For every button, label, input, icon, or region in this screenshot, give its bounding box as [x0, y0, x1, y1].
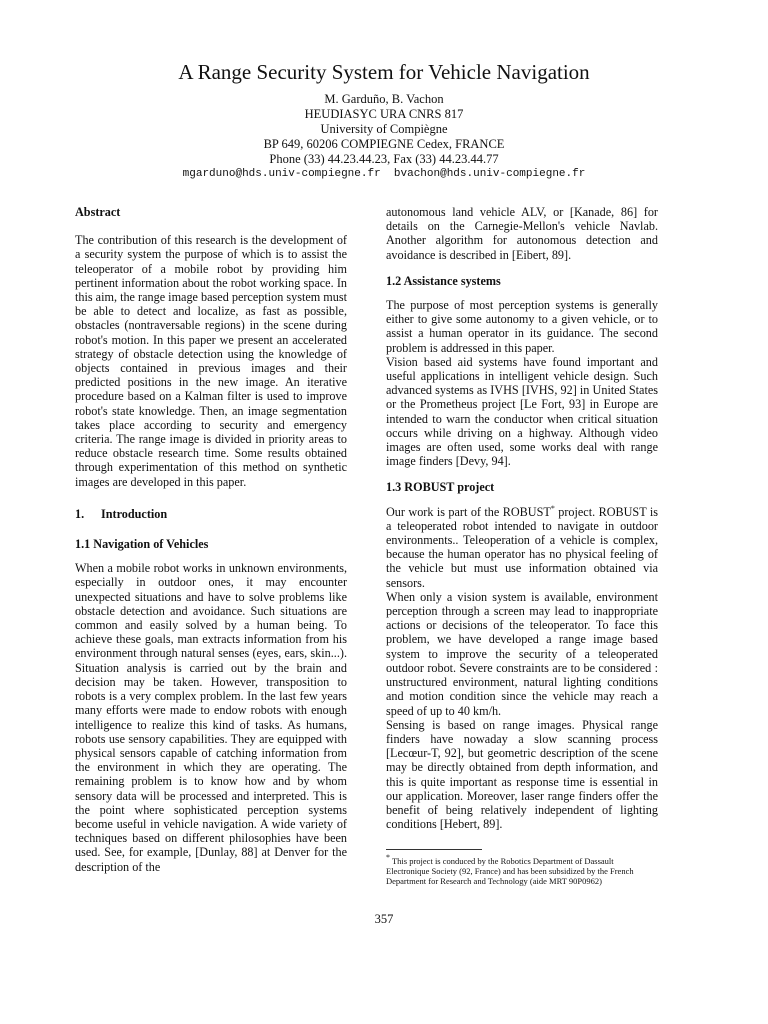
- footnote: [386, 853, 658, 887]
- authors: M. Garduño, B. Vachon: [324, 92, 444, 106]
- body-paragraph: When only a vision system is available, environment perception through a screen may lead to inappropriate actions or decisions of the teleoperator. To face this problem, we have developed a range image based system to improve the security of a teleoperated outdoor robot. Severe constraints are to be considered : unstructured environment, natural lighting conditions and motion condition since the vehicle may reach a speed of up to 40 km/h.: [386, 589, 658, 718]
- affiliation-line: BP 649, 60206 COMPIEGNE Cedex, FRANCE: [263, 137, 505, 151]
- subsection-heading-navigation: 1.1 Navigation of Vehicles: [75, 537, 209, 552]
- left-column: [75, 205, 347, 874]
- paper-header: [0, 58, 768, 182]
- subsection-heading-robust: 1.3 ROBUST project: [386, 480, 495, 495]
- abstract-text: The contribution of this research is the development of a security system the purpose of which is to assist the teleoperator of a mobile robot by providing him pertinent information about the robot working space. In this aim, the range image based perception system must be able to detect and localize, as fast as possible, obstacles (nontraversable regions) in the scene during robot's motion. In this paper we present an accelerated strategy of obstacle detection using the knowledge of objects contained in previous images and their predicted positions in the new image. An iterative procedure based on a Kalman filter is used to improve robot's state knowledge. Then, an image segmentation takes place according to security and emergency criteria. The range image is divided in priority areas to reduce obstacle research time. Some results obtained through experimentation of this method on synthetic images are developed in this paper.: [75, 233, 347, 489]
- section-number: 1.: [75, 506, 85, 521]
- subsection-heading-assistance: 1.2 Assistance systems: [386, 273, 501, 288]
- body-paragraph-continuation: autonomous land vehicle ALV, or [Kanade, 86] for details on the Carnegie-Mellon's vehicle Navlab. Another algorithm for autonomous detection and avoidance is described in [Eibert, 89].: [386, 205, 658, 262]
- right-column: [386, 205, 658, 886]
- abstract-heading: Abstract: [75, 205, 121, 219]
- body-paragraph: The purpose of most perception systems is generally either to give some autonomy to a given vehicle, or to assist a human operator in its guidance. The second problem is addressed in this paper.: [386, 298, 658, 355]
- author-emails: mgarduno@hds.univ-compiegne.fr bvachon@hds.univ-compiegne.fr: [182, 168, 586, 180]
- section-title: Introduction: [101, 506, 168, 521]
- body-paragraph: Sensing is based on range images. Physical range finders have nowaday a slow scanning process [Lecœur-T, 92], but geometric description of the scene may be directly obtained from depth information, and this is quite important as response time is essential in our application. Moreover, laser range finders offer the benefit of being relatively independent of lighting conditions [Hebert, 89].: [386, 717, 658, 832]
- paper-title: A Range Security System for Vehicle Navigation: [178, 60, 590, 84]
- footnote-mark: *: [550, 503, 555, 513]
- text-run: Our work is part of the ROBUST: [386, 504, 551, 519]
- body-paragraph: [386, 505, 658, 590]
- text-run: project. ROBUST is a teleoperated robot intended to navigate in outdoor environments.. Teleoperation of a vehicle is complex, because the human operator has no physical feeling of the vehicle but must use information obtained via sensors.: [386, 504, 658, 590]
- footnote-mark: *: [386, 853, 390, 863]
- footnote-text: This project is conduced by the Robotics Department of Dassault Electronique Society (92, France) and has been subsidized by the French Department for Research and Technology (aide MRT 90P0962): [386, 856, 634, 887]
- footnote-divider: [386, 849, 482, 850]
- affiliation-line: HEUDIASYC URA CNRS 817: [304, 107, 464, 121]
- affiliation-line: Phone (33) 44.23.44.23, Fax (33) 44.23.44.77: [269, 152, 499, 166]
- page-number: 357: [374, 912, 394, 926]
- body-paragraph: Vision based aid systems have found important and useful applications in intelligent vehicle design. Such advanced systems as IVHS [IVHS, 92] in United States or the Prometheus project [Le Fort, 93] in Europe are intended to warn the conductor when critical situation occurs while driving on a highway. Although video images are often used, some works deal with range image finders [Devy, 94].: [386, 354, 658, 469]
- section-heading-introduction: [75, 507, 347, 521]
- affiliation-line: University of Compiègne: [320, 122, 448, 136]
- body-paragraph: When a mobile robot works in unknown environments, especially in outdoor ones, it may encounter unexpected situations and have to solve problems like obstacle detection and avoidance. Such situations are common and easily solved by a human being. To achieve these goals, man extracts information from his environment through natural senses (eyes, ears, skin...). Situation analysis is carried out by the brain and decision may be taken. However, transposition to robots is a very complex problem. In the last few years many efforts were made to endow robots with enough intelligence to realize this kind of tasks. As humans, robots use sensory capabilities. They are equipped with physical sensors capable of catching information from the environment in which they are operating. The remaining problem is to know how and by whom sensory data will be processed and interpreted. This is the point where sophisticated perception systems become useful in vehicle navigation. A wide variety of techniques based on different philosophies have been used. See, for example, [Dunlay, 88] at Denver for the description of the: [75, 561, 347, 874]
